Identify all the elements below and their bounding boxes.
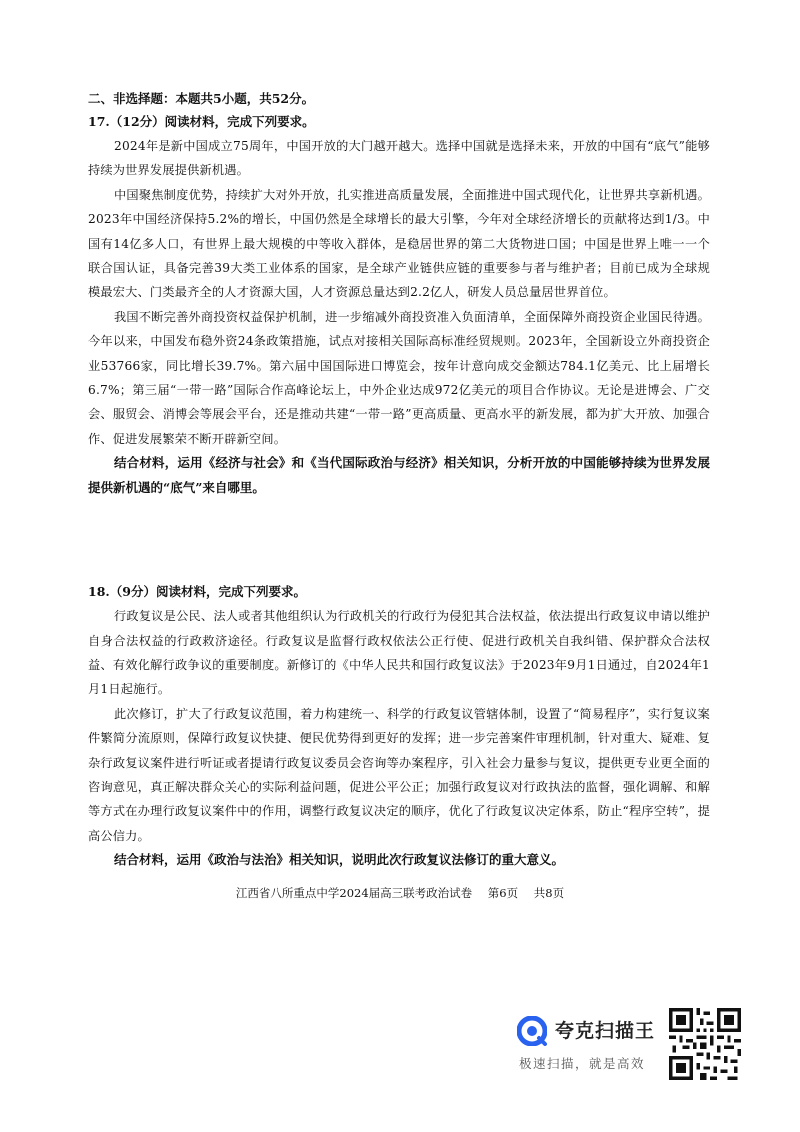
question-18	[88, 580, 710, 872]
footer-total-pages: 共8页	[533, 886, 565, 900]
scanner-watermark	[517, 1008, 667, 1082]
page-content	[88, 88, 710, 873]
question-17-head: 17.（12分）阅读材料，完成下列要求。	[88, 114, 315, 129]
footer-page-number: 第6页	[487, 886, 519, 900]
question-17-paragraph: 我国不断完善外商投资权益保护机制，进一步缩减外商投资准入负面清单，全面保障外商投资企业国民待遇。今年以来，中国发布稳外资24条政策措施，试点对接相关国际高标准经贸规则。2023年，全国新设立外商投资企业53766家，同比增长39.7%。第六届中国国际进口博览会，按年计意向成交金额达784.1亿美元、比上届增长6.7%；第三届“一带一路”国际合作高峰论坛上，中外企业达成972亿美元的项目合作协议。无论是进博会、广交会、服贸会、消博会等展会平台，还是推动共建“一带一路”更高质量、更高水平的新发展，都为扩大开放、加强合作、促进发展繁荣不断开辟新空间。	[88, 309, 710, 446]
question-18-task: 结合材料，运用《政治与法治》相关知识，说明此次行政复议法修订的重大意义。	[114, 852, 565, 868]
question-18-paragraph: 此次修订，扩大了行政复议范围，着力构建统一、科学的行政复议管辖体制，设置了“简易程序”，实行复议案件繁简分流原则，保障行政复议快捷、便民优势得到更好的发挥；进一步完善案件审理机制，针对重大、疑难、复杂行政复议案件进行听证或者提请行政复议委员会咨询等办案程序，引入社会力量参与复议，提供更专业更全面的咨询意见，真正解决群众关心的实际利益问题，促进公平公正；加强行政复议对行政执法的监督，强化调解、和解等方式在办理行政复议案件中的作用，调整行政复议决定的顺序，优化了行政复议决定体系，防止“程序空转”，提高公信力。	[88, 706, 710, 843]
watermark-brand: 夸克扫描王	[555, 1020, 656, 1042]
page-footer	[0, 883, 800, 903]
footer-exam-title: 江西省八所重点中学2024届高三联考政治试卷	[235, 886, 473, 900]
question-18-head: 18.（9分）阅读材料，完成下列要求。	[88, 584, 306, 600]
question-17	[88, 110, 710, 500]
question-17-task: 结合材料，运用《经济与社会》和《当代国际政治与经济》相关知识，分析开放的中国能够持续为世界发展提供新机遇的“底气”来自哪里。	[88, 455, 710, 495]
quark-logo-icon	[517, 1016, 547, 1046]
question-17-paragraph: 中国聚焦制度优势，持续扩大对外开放，扎实推进高质量发展，全面推进中国式现代化，让世界共享新机遇。2023年中国经济保持5.2%的增长，中国仍然是全球增长的最大引擎，今年对全球经济增长的贡献将达到1/3。中国有14亿多人口，有世界上最大规模的中等收入群体，是稳居世界的第二大货物进口国；中国是世界上唯一一个联合国认证，具备完善39大类工业体系的国家，是全球产业链供应链的重要参与者与维护者；目前已成为全球规模最宏大、门类最齐全的人才资源大国，人才资源总量达到2.2亿人，研发人员总量居世界首位。	[88, 187, 710, 300]
section-title: 二、非选择题：本题共5小题，共52分。	[88, 91, 315, 106]
watermark-slogan: 极速扫描，就是高效	[519, 1056, 646, 1071]
qr-code-icon	[669, 1008, 741, 1080]
question-17-paragraph: 2024年是新中国成立75周年，中国开放的大门越开越大。选择中国就是选择未来，开放的中国有“底气”能够持续为世界发展提供新机遇。	[88, 139, 710, 178]
question-18-paragraph: 行政复议是公民、法人或者其他组织认为行政机关的行政行为侵犯其合法权益，依法提出行政复议申请以维护自身合法权益的行政救济途径。行政复议是监督行政权依法公正行使、促进行政机关自我纠错、保护群众合法权益、有效化解行政争议的重要制度。新修订的《中华人民共和国行政复议法》于2023年9月1日通过，自2024年1月1日起施行。	[88, 609, 710, 697]
